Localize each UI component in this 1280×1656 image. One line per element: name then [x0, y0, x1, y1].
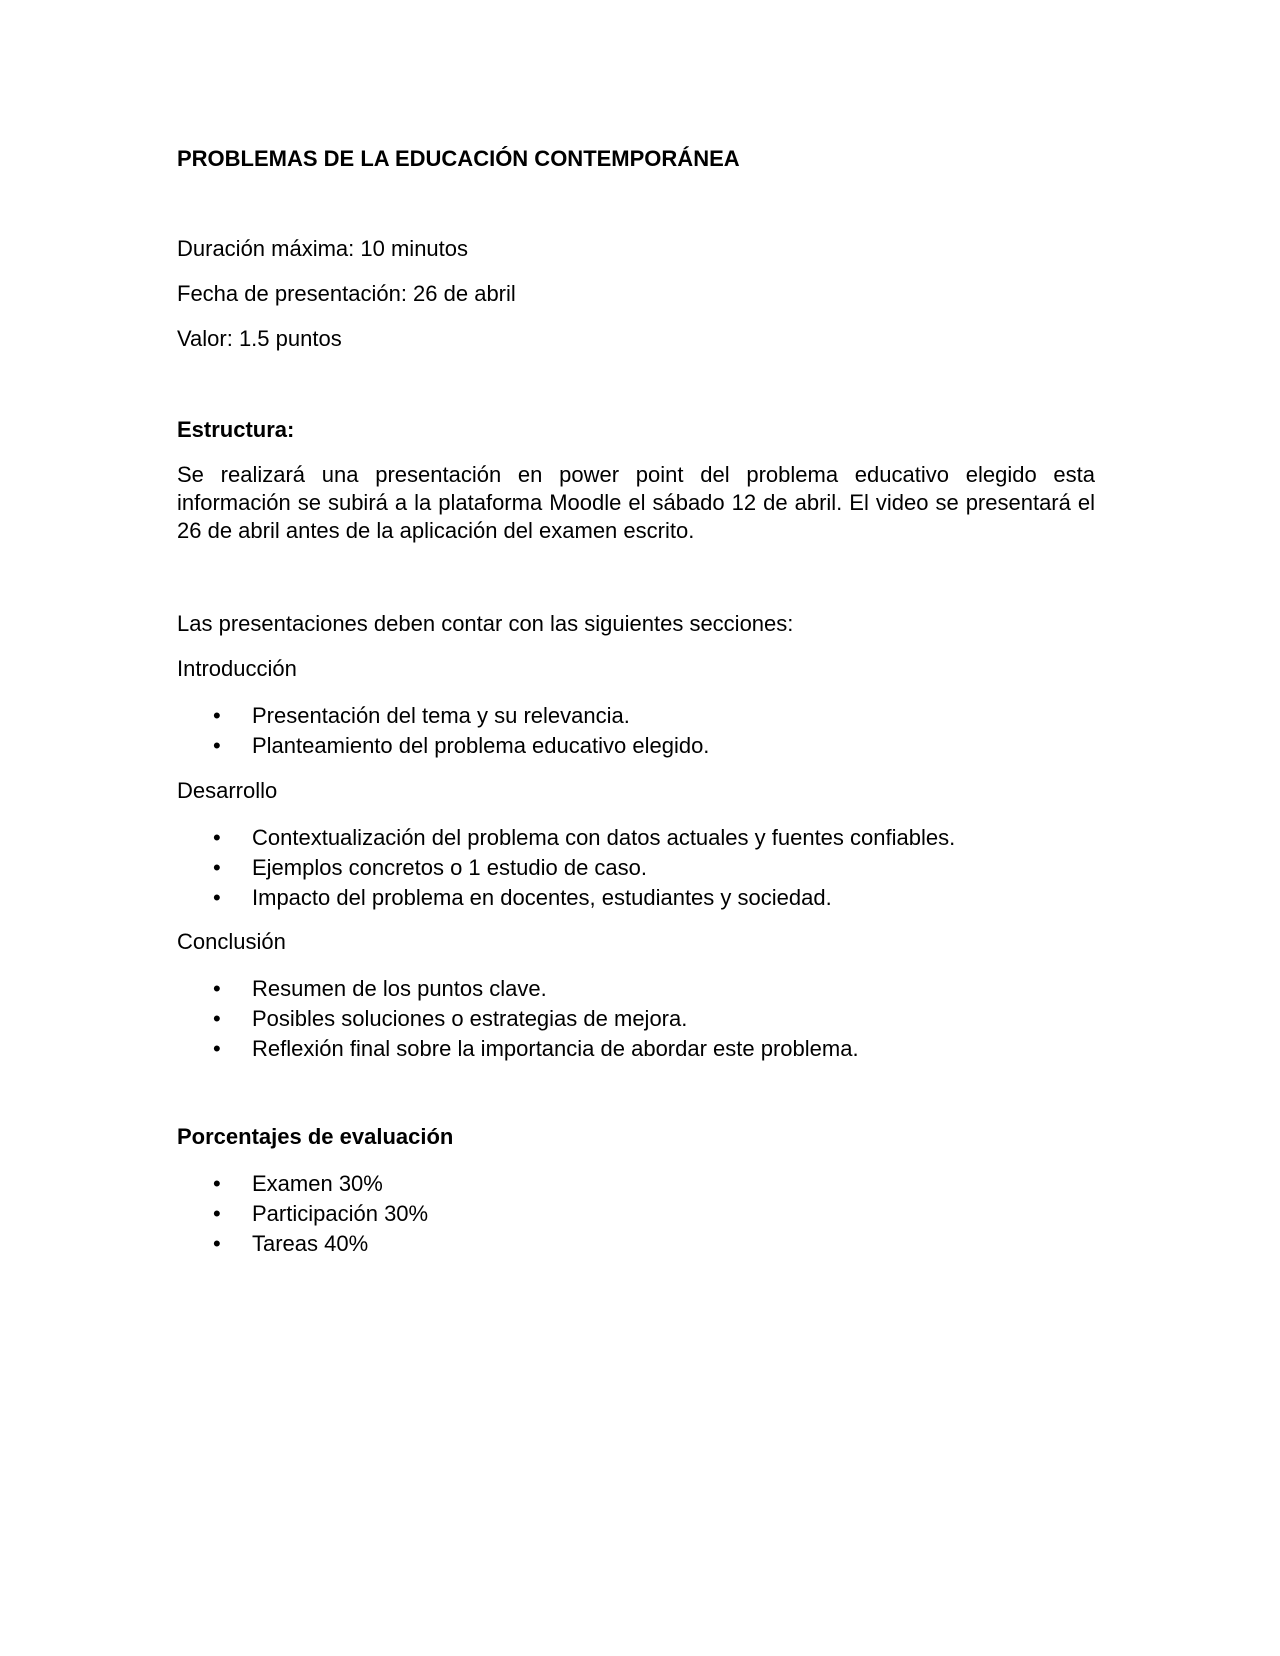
- structure-paragraph: Se realizará una presentación en power point del problema educativo elegido esta información se subirá a la plataforma Moodle el sábado 12 de abril. El video se presentará el 26 de abril antes de la aplicación del examen escrito.: [177, 462, 1095, 543]
- bullet-icon: •: [213, 1036, 221, 1061]
- evaluation-heading: Porcentajes de evaluación: [177, 1124, 454, 1149]
- bullet-icon: •: [213, 1171, 221, 1196]
- value-text: Valor: 1.5 puntos: [177, 326, 342, 351]
- section-title-desarrollo: Desarrollo: [177, 778, 278, 803]
- document-title: PROBLEMAS DE LA EDUCACIÓN CONTEMPORÁNEA: [177, 146, 740, 171]
- structure-heading: Estructura:: [177, 417, 295, 442]
- list-item-text: Presentación del tema y su relevancia.: [252, 703, 630, 728]
- duration-text: Duración máxima: 10 minutos: [177, 236, 469, 261]
- list-item-text: Ejemplos concretos o 1 estudio de caso.: [252, 855, 648, 880]
- section-title-conclusion: Conclusión: [177, 929, 286, 954]
- bullet-icon: •: [213, 703, 221, 728]
- list-item-text: Examen 30%: [252, 1171, 383, 1196]
- list-item-text: Impacto del problema en docentes, estudiantes y sociedad.: [252, 885, 832, 910]
- list-item-text: Reflexión final sobre la importancia de abordar este problema.: [252, 1036, 859, 1061]
- bullet-icon: •: [213, 1231, 221, 1256]
- bullet-icon: •: [213, 885, 221, 910]
- list-item-text: Tareas 40%: [252, 1231, 369, 1256]
- bullet-icon: •: [213, 976, 221, 1001]
- list-item-text: Resumen de los puntos clave.: [252, 976, 547, 1001]
- bullet-icon: •: [213, 855, 221, 880]
- bullet-icon: •: [213, 825, 221, 850]
- list-item-text: Planteamiento del problema educativo elegido.: [252, 733, 710, 758]
- list-item-text: Posibles soluciones o estrategias de mejora.: [252, 1006, 688, 1031]
- bullet-icon: •: [213, 733, 221, 758]
- date-text: Fecha de presentación: 26 de abril: [177, 281, 516, 306]
- sections-intro: Las presentaciones deben contar con las siguientes secciones:: [177, 611, 794, 636]
- bullet-icon: •: [213, 1201, 221, 1226]
- bullet-icon: •: [213, 1006, 221, 1031]
- list-item-text: Contextualización del problema con datos actuales y fuentes confiables.: [252, 825, 956, 850]
- section-title-introduccion: Introducción: [177, 656, 297, 681]
- list-item-text: Participación 30%: [252, 1201, 429, 1226]
